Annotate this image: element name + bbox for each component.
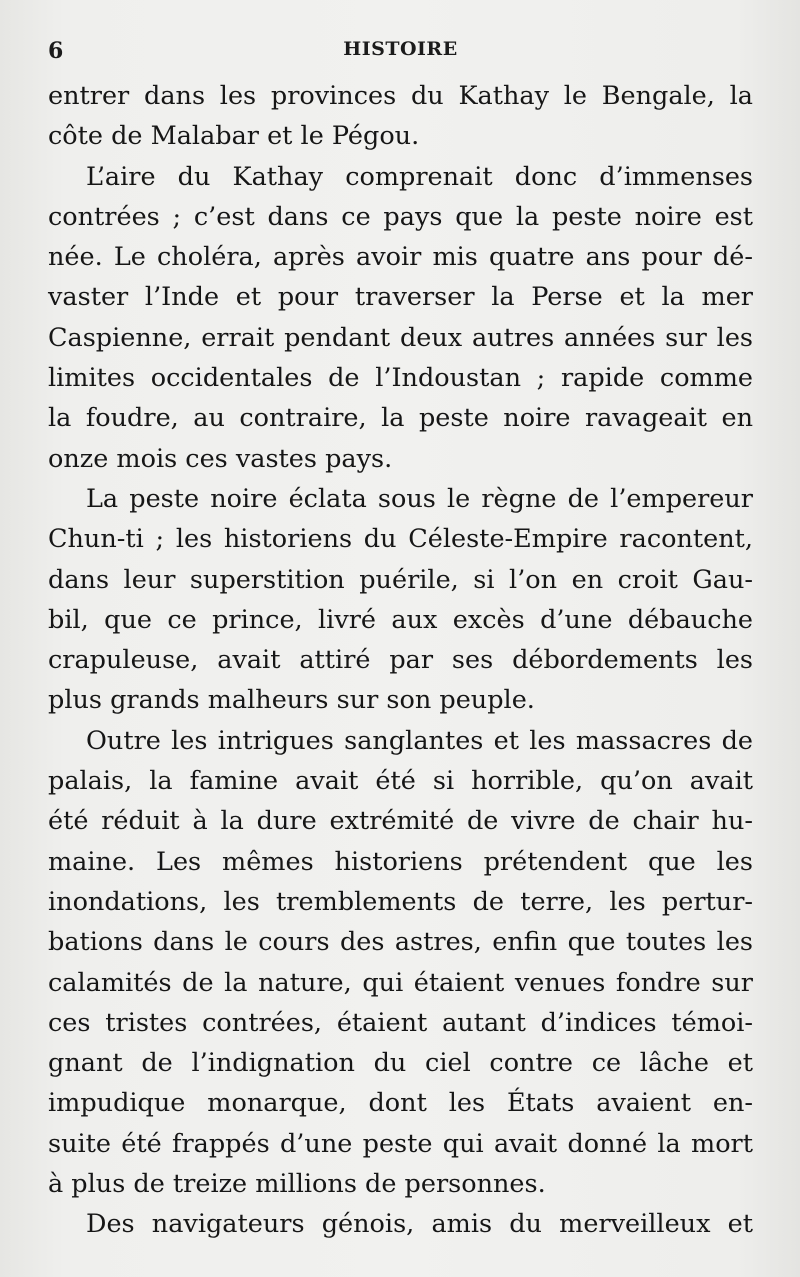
text-line: née. Le choléra, après avoir mis quatre ans pour dé- [48,242,753,273]
text-line: entrer dans les provinces du Kathay le Bengale, la [48,81,753,111]
text-line: gnant de l’indignation du ciel contre ce lâche et [48,1048,753,1079]
text-line: Outre les intrigues sanglantes et les massacres de [86,725,753,756]
text-line: plus grands malheurs sur son peuple. [48,685,535,716]
text-line: bil, que ce prince, livré aux excès d’une débauche [48,604,753,635]
page-header [48,38,753,68]
text-line: à plus de treize millions de personnes. [48,1169,546,1200]
text-line: suite été frappés d’une peste qui avait donné la mort [48,1128,753,1159]
text-line: bations dans le cours des astres, enfin que toutes les [48,927,753,958]
text-line: limites occidentales de l’Indoustan ; rapide comme [48,363,753,394]
text-line: crapuleuse, avait attiré par ses débordements les [48,645,753,676]
text-line: été réduit à la dure extrémité de vivre de chair hu- [48,806,753,837]
text-line: La peste noire éclata sous le règne de l’empereur [86,483,753,514]
text-line: inondations, les tremblements de terre, les pertur- [48,886,753,917]
text-line: côte de Malabar et le Pégou. [48,121,420,152]
text-line: impudique monarque, dont les États avaient en- [48,1088,753,1119]
text-line: la foudre, au contraire, la peste noire ravageait en [48,403,753,434]
body-text [48,76,753,1245]
text-line: palais, la famine avait été si horrible, qu’on avait [48,766,753,797]
text-line: contrées ; c’est dans ce pays que la peste noire est [48,201,753,232]
text-line: calamités de la nature, qui étaient venues fondre sur [48,967,753,998]
text-line: vaster l’Inde et pour traverser la Perse et la mer [48,282,753,313]
text-line: L’aire du Kathay comprenait donc d’immenses [86,161,753,192]
text-line: ces tristes contrées, étaient autant d’indices témoi- [48,1007,753,1038]
running-title: HISTOIRE [343,38,458,60]
text-line: Des navigateurs génois, amis du merveilleux et [86,1209,753,1240]
text-line: dans leur superstition puérile, si l’on en croit Gau- [48,564,753,595]
text-line: Chun-ti ; les historiens du Céleste-Empire racontent, [48,524,753,555]
text-line: maine. Les mêmes historiens prétendent que les [48,846,753,877]
text-line: Caspienne, errait pendant deux autres années sur les [48,322,753,353]
text-line: onze mois ces vastes pays. [48,443,393,474]
page-number: 6 [48,38,64,64]
